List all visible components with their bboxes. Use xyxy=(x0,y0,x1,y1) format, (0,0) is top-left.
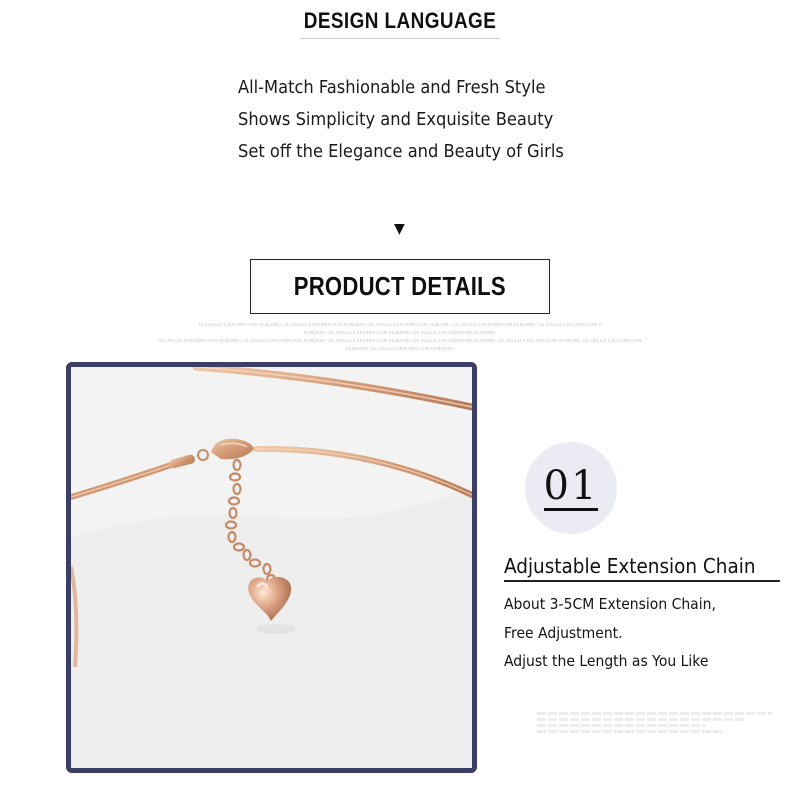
faint-line xyxy=(537,730,725,733)
feature-line: Free Adjustment. xyxy=(504,623,623,642)
faint-line xyxy=(537,712,772,715)
fine-print-line: DETAILED EXPLANATION PENDANT DETAILED EXPLANATION PENDANT DETAILED EXPLANATION PENDANT DETAILED EXPLANATION PENDANT DETAILED EXPLANATION P xyxy=(198,323,602,328)
product-details-title: PRODUCT DETAILS xyxy=(293,271,507,301)
feature-description xyxy=(504,590,784,676)
tagline-line: Set off the Elegance and Beauty of Girls xyxy=(238,142,564,162)
design-language-title: DESIGN LANGUAGE xyxy=(303,8,497,33)
product-details-box xyxy=(250,259,550,314)
feature-number: 01 xyxy=(543,462,599,509)
feature-line: About 3-5CM Extension Chain, xyxy=(504,595,716,613)
feature-number-badge xyxy=(525,442,617,534)
tagline-line: Shows Simplicity and Exquisite Beauty xyxy=(238,110,554,130)
tagline-line: All-Match Fashionable and Fresh Style xyxy=(238,78,546,98)
tagline-block xyxy=(238,72,598,168)
feature-heading: Adjustable Extension Chain xyxy=(504,554,756,578)
fine-print-line: PENDANT DETAILED EXPLANATION PENDANT xyxy=(346,347,454,352)
faint-line xyxy=(537,724,706,727)
fine-print-line: PENDANT DETAILED EXPLANATION PENDANT DETAILED EXPLANATION PENDANT xyxy=(303,331,497,336)
down-triangle-icon: ▼ xyxy=(394,221,405,237)
feature-line: Adjust the Length as You Like xyxy=(504,652,709,670)
necklace-heart-pendant-photo xyxy=(71,367,472,768)
faint-decorative-text xyxy=(537,712,772,736)
product-photo xyxy=(66,362,477,773)
title-divider xyxy=(300,38,500,39)
faint-line xyxy=(537,718,744,721)
feature-heading-underline xyxy=(504,580,780,582)
fine-print-line: DETAILED EXPLANATION PENDANT DETAILED EXPLANATION PENDANT DETAILED EXPLANATION PENDANT DETAILED EXPLANATION PENDANT DETAILED EXPLANATION PENDANT DETAILED EXPLANATION xyxy=(158,339,642,344)
